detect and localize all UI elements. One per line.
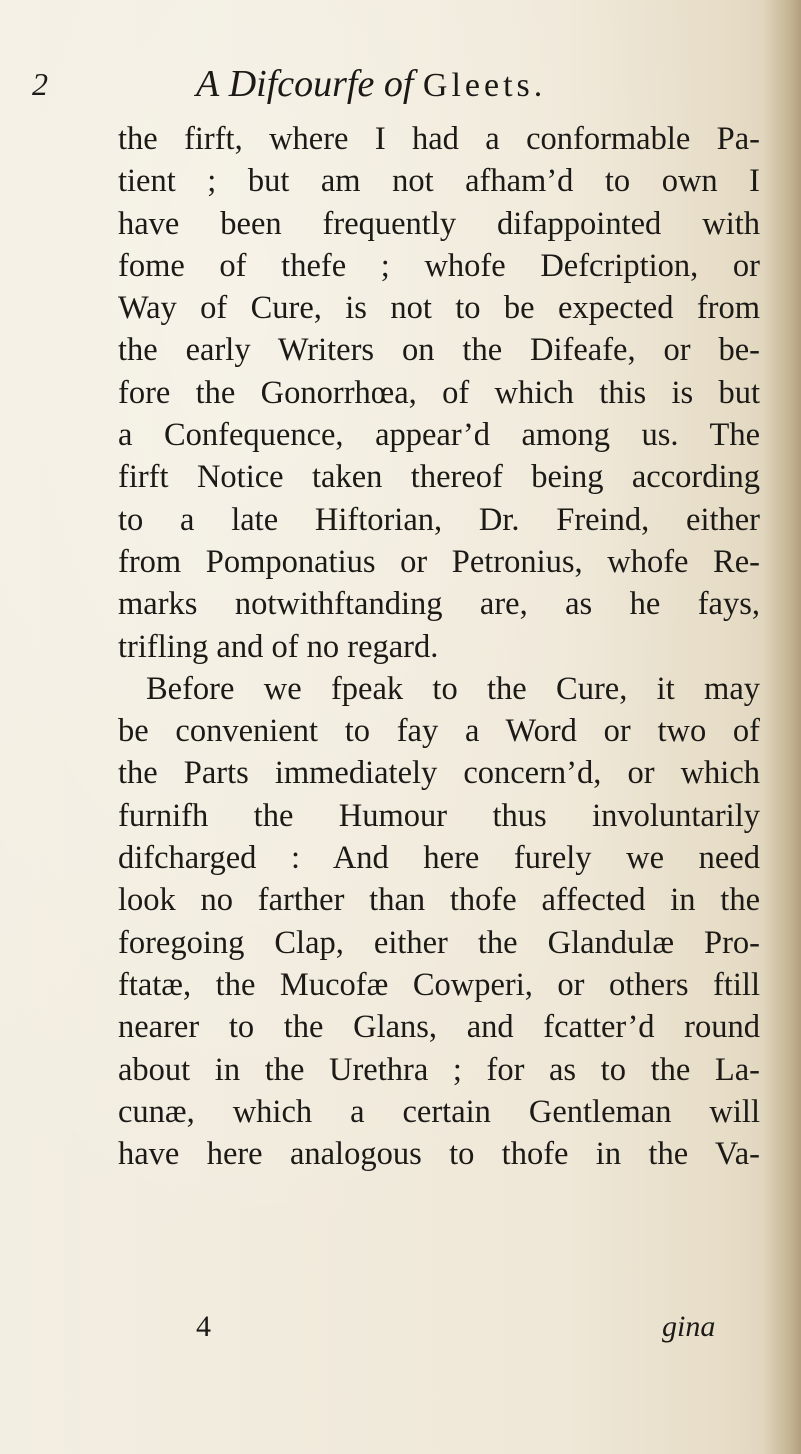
text-line: fore the Gonorrhœa, of which this is but <box>118 374 760 411</box>
text-line: Before we fpeak to the Cure, it may <box>146 670 760 707</box>
text-line: Way of Cure, is not to be expected from <box>118 290 760 327</box>
running-title <box>196 62 546 106</box>
text-line: cunæ, which a certain Gentleman will <box>118 1093 760 1130</box>
title-gleets: Gleets. <box>422 67 547 104</box>
text-line: be convenient to fay a Word or two of <box>118 713 760 750</box>
catchword: gina <box>662 1310 716 1343</box>
text-line: ftatæ, the Mucofæ Cowperi, or others ftill <box>118 966 760 1003</box>
text-line: firft Notice taken thereof being according <box>118 459 760 496</box>
text-line: nearer to the Glans, and fcatter’d round <box>118 1009 760 1046</box>
text-line: marks notwithftanding are, as he fays, <box>118 586 760 623</box>
text-line: difcharged : And here furely we need <box>118 840 760 877</box>
text-line: from Pomponatius or Petronius, whofe Re- <box>118 543 760 580</box>
text-line: a Confequence, appear’d among us. The <box>118 417 760 454</box>
page-header <box>0 62 801 112</box>
text-line: look no farther than thofe affected in the <box>118 882 760 919</box>
title-of: of <box>383 63 414 105</box>
text-line: to a late Hiftorian, Dr. Freind, either <box>118 501 760 538</box>
text-line: have here analogous to thofe in the Va- <box>118 1136 760 1173</box>
text-line: the early Writers on the Difeafe, or be- <box>118 332 760 369</box>
title-article: A <box>196 63 220 105</box>
text-line: the Parts immediately concern’d, or which <box>118 755 760 792</box>
text-line: have been frequently difappointed with <box>118 205 760 242</box>
text-line: furnifh the Humour thus involuntarily <box>118 797 760 834</box>
signature-mark: 4 <box>196 1310 211 1343</box>
page-number: 2 <box>32 66 48 102</box>
body-text <box>118 118 760 1175</box>
text-line: trifling and of no regard. <box>118 628 439 665</box>
text-line: tient ; but am not afham’d to own I <box>118 163 760 200</box>
page-edge-shadow <box>763 0 801 1454</box>
text-line: the firft, where I had a conformable Pa- <box>118 121 760 157</box>
text-line: about in the Urethra ; for as to the La- <box>118 1051 760 1088</box>
text-line: fome of thefe ; whofe Defcription, or <box>118 247 760 284</box>
text-line: foregoing Clap, either the Glandulæ Pro- <box>118 924 760 961</box>
title-discourse: Difcourfe <box>228 63 375 105</box>
